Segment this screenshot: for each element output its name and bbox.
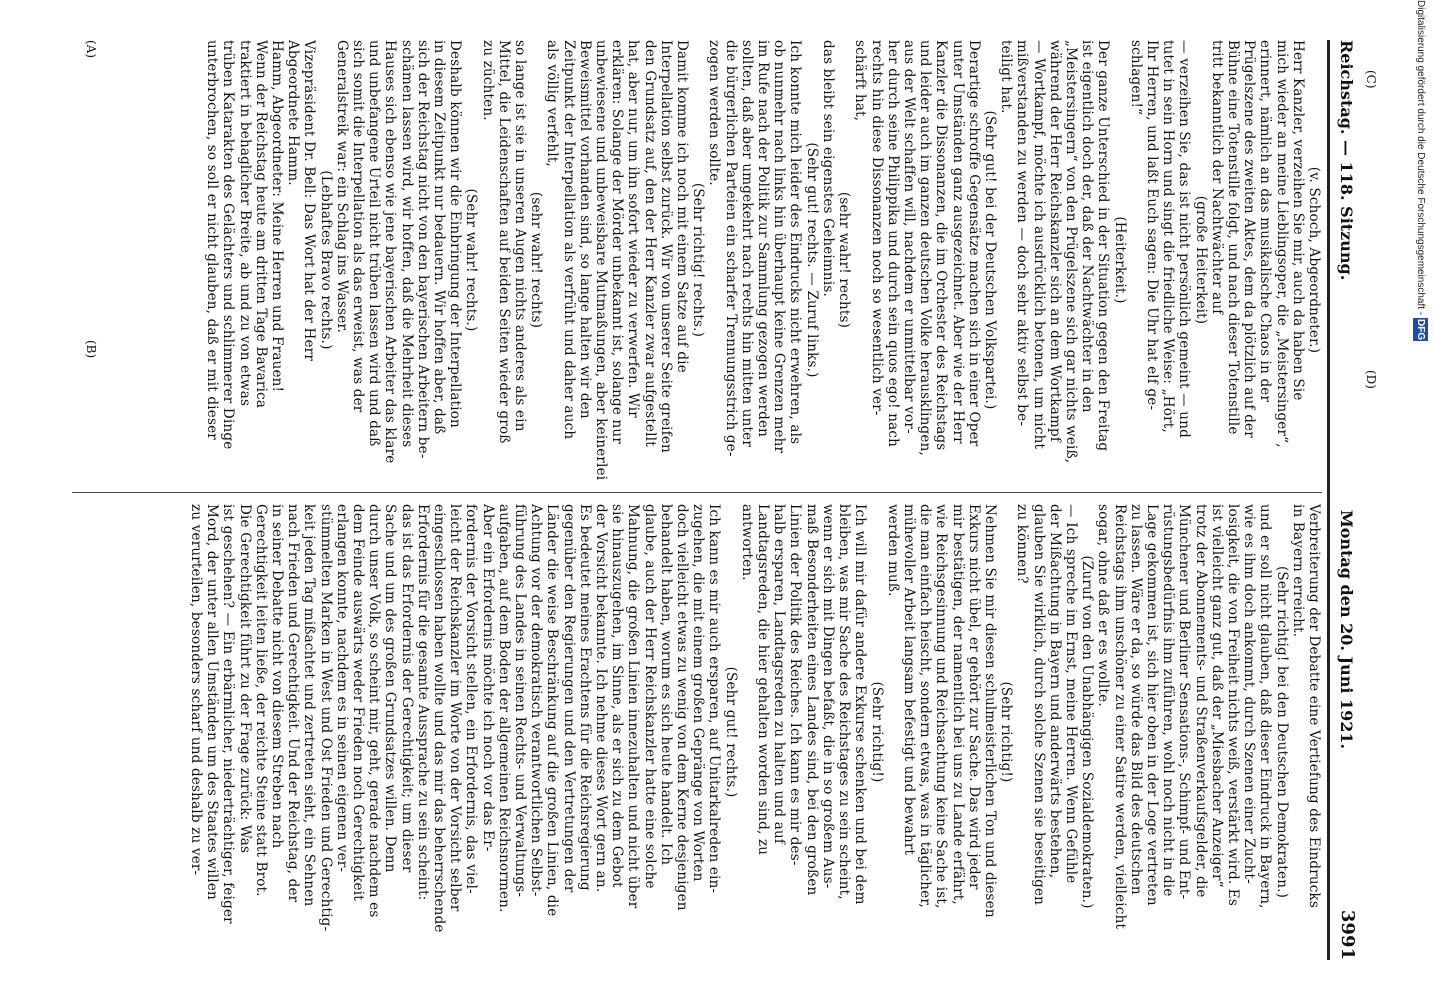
right-text-column <box>62 504 1322 960</box>
text-line: im Rufe nach der Politik zur Sammlung gezogen werden <box>755 40 772 438</box>
text-line: Ich will mir dafür andere Exkurse schenken und bei dem <box>852 504 869 905</box>
text-line: — Wortkampf, möchte ich ausdrücklich betonen, um nicht <box>1030 40 1047 450</box>
text-line: rechts hin diese Dissonanzen noch so wesentlich ver- <box>868 40 885 416</box>
text-line: Achtung vor der demokratisch verantwortlichen Selbst- <box>528 504 545 897</box>
text-line: glauben Sie wirklich, durch solche Szenen sie beseitigen <box>1030 504 1047 906</box>
text-line: Zeitpunkt der Interpellation als verfrüht und daher auch <box>560 40 577 440</box>
text-line: her durch seine Philippika und durch sein quos ego! nach <box>884 40 901 448</box>
column-divider <box>72 492 1322 493</box>
text-line: tritt bekanntlich der Nachtwächter auf <box>1208 40 1225 315</box>
text-line: hat, aber nur, um ihn sofort wieder zu verwerfen. Wir <box>625 40 642 418</box>
text-line: (Lebhaftes Bravo rechts.) <box>317 170 334 350</box>
text-line: Damit komme ich noch mit einem Satze auf die <box>674 40 691 373</box>
text-line: behandelt haben, worum es sich heute handelt. Ich <box>657 504 674 866</box>
text-line: unter Umständen ganz ausgezeichnet. Aber wie der Herr <box>949 40 966 444</box>
text-line: halb ersparen, Landtagsreden zu halten und auf <box>771 504 788 845</box>
text-line: werden muß. <box>884 504 901 597</box>
rotated-page <box>60 40 1378 960</box>
text-line: antworten. <box>738 504 755 581</box>
text-line: gegenüber den Regierungen und den Vertretungen der <box>560 504 577 893</box>
text-line: sich der Reichstag nicht von den bayerischen Arbeitern be- <box>414 40 431 459</box>
text-line: Verbreiterung der Debatte eine Vertiefung des Eindrucks <box>1306 504 1322 909</box>
text-line: trüben Katarakten des Gelächters und schlimmerer Dinge <box>220 40 237 450</box>
text-line: Deshalb können wir die Einbringung der Interpellation <box>447 40 464 428</box>
text-line: sogar, ohne daß er es wollte. <box>1095 504 1112 707</box>
left-text-column <box>62 40 1322 480</box>
text-line: wenn er sich mit Dingen befaßt, die in so großem Aus- <box>819 504 836 889</box>
text-line: sie hinauszugehen, im Sinne, als er sich zu dem Gebot <box>609 504 626 888</box>
marker-d: (D) <box>1364 370 1378 389</box>
text-line: die man einfach heischt, sondern etwas, was in täglicher, <box>917 504 934 908</box>
text-line: (Sehr richtig! rechts.) <box>690 182 707 338</box>
text-line: Gerechtigkeit leiten ließe, der reichte Steine statt Brot. <box>252 504 269 897</box>
text-line: (Sehr gut! bei der Deutschen Volkspartei.) <box>981 110 998 410</box>
text-line: — Ich spreche im Ernst, meine Herren. Wenn Gefühle <box>1062 504 1079 884</box>
text-line: (Sehr richtig! bei den Deutschen Demokraten.) <box>1273 565 1290 899</box>
text-line: (Heiterkeit.) <box>1111 216 1128 304</box>
text-line: in seiner Debatte nicht von diesem Streben nach <box>269 504 285 849</box>
header-rule <box>1327 40 1330 960</box>
text-line: Ich konnte mich leider des Eindrucks nicht erwehren, als <box>787 40 804 445</box>
text-line: wie Reichsgesinnung und Reichsachtung keine Sache ist, <box>933 504 950 909</box>
text-line: Linien der Politik des Reiches. Ich kann es mir des- <box>787 504 804 866</box>
text-line: Kanzler die Dissonanzen, die im Orchester des Reichstags <box>933 40 950 451</box>
text-line: zugehen, die mit einem großen Gepränge von Worten <box>690 504 707 882</box>
text-line: trotz der Abonnements- und Straßenverkaufsgelder, die <box>1192 504 1209 898</box>
text-line: Es bedeutet meines Erachtens für die Reichsregierung <box>576 504 593 891</box>
text-line: Beweismittel vorhanden sind, so lange halten wir den <box>576 40 593 419</box>
text-line: erlangen konnte, nachdem es in seinen eigenen ver- <box>333 504 350 873</box>
text-line: Interpellation selbst zurück. Wir von unserer Seite greifen <box>657 40 674 453</box>
text-line: (Zuruf von den Unabhängigen Sozialdemokraten.) <box>1079 555 1096 909</box>
text-line: (große Heiterkeit) <box>1192 195 1209 325</box>
text-line: mißverstanden zu werden — doch sehr aktiv selbst be- <box>1014 40 1031 427</box>
text-line: Exkurs nicht übel, er gehört zur Sache. Das wird jeder <box>965 504 982 890</box>
text-line: keit jeden Tag mißachtet und zertreten sieht, ein Sehnen <box>301 504 318 907</box>
text-line: so lange ist sie in unseren Augen nichts anderes als ein <box>512 40 529 432</box>
text-line: Ihr Herren, und laßt Euch sagen: Die Uhr hat elf ge- <box>1143 40 1160 411</box>
text-line: zu lassen. Wäre er da, so würde das Bild des deutschen <box>1127 504 1144 895</box>
text-line: den Grundsatz auf, den der Herr Kanzler zwar aufgestellt <box>641 40 658 447</box>
text-line: Mittel, die Leidenschaften auf beiden Seiten wieder groß <box>495 40 512 444</box>
text-line: (Sehr richtig!) <box>868 681 885 783</box>
text-line: das ist das Erfordernis der Gerechtigkeit; um dieser <box>398 504 415 873</box>
text-line: schärft hat, <box>852 40 869 122</box>
text-line: der Vorsicht bekannte. Ich nehme dieses Wort gern an. <box>593 504 610 893</box>
text-line: Bühne eine Totenstille folgt, und nach dieser Totenstille <box>1224 40 1241 435</box>
text-line: bleiben, was mir Sache des Reichstages zu sein scheint, <box>836 504 853 900</box>
marker-b: (B) <box>84 340 98 359</box>
text-line: losigkeit, die von Freiheit nichts weiß, verstärkt wird. Es <box>1224 504 1241 906</box>
text-line: unbewiesene und unbeweisbare Mutmaßungen, aber keinerlei <box>593 40 610 480</box>
text-line: Prügelszene des zweiten Aktes, dem da plötzlich auf der <box>1241 40 1258 438</box>
text-line: (Sehr gut! rechts. — Zuruf links.) <box>803 142 820 378</box>
text-line: Abgeordnete Hamm. <box>285 40 302 186</box>
text-line: in diesem Zeitpunkt nur bedauern. Wir hoffen aber, daß <box>431 40 448 435</box>
text-line: Die Gerechtigkeit führt zu der Frage zurück: Was <box>236 504 253 854</box>
text-line: Wenn der Reichstag heute am dritten Tage Bavarica <box>252 40 269 409</box>
text-line: „Meistersingern“ von den Prügelszene sich gar nichts weiß, <box>1062 40 1079 464</box>
text-line: erklären: Solange der Mörder unbekannt ist, solange nur <box>609 40 626 444</box>
text-line: teiligt hat. <box>998 40 1015 114</box>
header-right-title: Montag den 20. Juni 1921. <box>1337 510 1356 750</box>
text-line: ist vielleicht ganz gut, daß der „Miesbacher Anzeiger“ <box>1208 504 1225 888</box>
text-line: Erfordernis für die gesamte Aussprache zu sein scheint: <box>414 504 431 901</box>
text-line: Herr Kanzler, verzeihen Sie mir, auch da haben Sie <box>1289 40 1306 401</box>
text-line: Ich kann es mir auch ersparen, auf Unitarkalreden ein- <box>706 504 723 894</box>
text-line: — verzeihen Sie, das ist nicht persönlich gemeint — und <box>1176 40 1193 438</box>
text-line: Der ganze Unterschied in der Situation gegen den Freitag <box>1095 40 1112 452</box>
text-line: sollten, daß aber umgekehrt nach rechts hin mitten unter <box>738 40 755 447</box>
text-line: wie es ihm doch ankommt, durch Szenen einer Zucht- <box>1241 504 1258 884</box>
running-header <box>1330 40 1360 960</box>
text-line: schämen lassen wird, wir hoffen, daß die Mehrheit dieses <box>398 40 415 448</box>
text-line: führung des Landes in seinen Rechts- und Verwaltungs- <box>512 504 529 898</box>
marker-a: (A) <box>84 40 98 59</box>
text-line: glaube, auch der Herr Reichskanzler hatte eine solche <box>641 504 658 889</box>
text-line: Hamm, Abgeordneter: Meine Herren und Frauen! <box>269 40 285 393</box>
text-line: als völlig verfehlt, <box>544 40 561 168</box>
text-line: Nehmen Sie mir diesen schulmeisterlichen Ton und diesen <box>981 504 998 918</box>
text-line: Aber ein Erfordernis möchte ich noch vor das Er- <box>479 504 496 852</box>
text-line: traktiert in behaglicher Breite, ab und zu von etwas <box>236 40 253 407</box>
text-line: Mahnung, die großen Linien innezuhalten und nicht über <box>625 504 642 909</box>
text-line: (sehr wahr! rechts) <box>528 191 545 329</box>
text-line: fordernis der Vorsicht stellen, ein Erfordernis, das viel- <box>463 504 480 894</box>
text-line: zu züchten. <box>479 40 496 121</box>
text-line: Derartige schroffe Gegensätze machen sich in einer Oper <box>965 40 982 447</box>
text-line: stümmelten Marken in West und Ost Frieden und Gerechtig- <box>317 504 334 932</box>
text-line: leicht der Reichskanzler im Worte von der Vorsicht selber <box>447 504 464 912</box>
text-line: Lage gekommen ist, sich hier oben in der Loge vertreten <box>1143 504 1160 906</box>
text-line: ist eigentlich doch der, daß der Nachtwächter in den <box>1079 40 1096 413</box>
text-line: (Sehr wahr! rechts.) <box>463 188 480 332</box>
text-line: während der Herr Reichskanzler sich an dem Wortkampf <box>1046 40 1063 443</box>
text-line: Vizepräsident Dr. Bell: Das Wort hat der Herr <box>301 40 318 361</box>
text-line: der Mißachtung in Bayern und anderwärts bestehen, <box>1046 504 1063 879</box>
text-line: doch vielleicht etwas zu wenig von dem Kerne desjenigen <box>674 504 691 911</box>
header-left-title: Reichstag. — 118. Sitzung. <box>1337 40 1356 281</box>
dfg-logo: DFG <box>1415 318 1426 341</box>
text-line: erinnert, nämlich an das musikalische Chaos in der <box>1257 40 1274 403</box>
text-line: ob nunmehr nach links hin überhaupt keine Grenzen mehr <box>771 40 788 454</box>
text-line: Landtagsreden, die hier gehalten worden sind, zu <box>755 504 772 856</box>
page-number: 3991 <box>1337 909 1358 960</box>
text-line: (v. Schoch, Abgeordneter.) <box>1306 166 1322 354</box>
text-line: in Bayern erreicht. <box>1289 504 1306 638</box>
text-line: nach Frieden und Gerechtigkeit. Und der Reichstag, der <box>285 504 302 903</box>
text-line: aufgaben, auf dem Boden der allgemeinen Reichsnormen. <box>495 504 512 913</box>
credit-text: Digitalisierung gefördert durch die Deutsche Forschungsgemeinschaft - <box>1415 0 1426 318</box>
text-line: (sehr wahr! rechts) <box>836 191 853 329</box>
digitization-credit <box>1413 0 1428 1000</box>
marker-c: (C) <box>1364 70 1378 89</box>
text-line: Mord, der unter allen Umständen um des Staates willen <box>204 504 221 900</box>
text-line: mich wieder an meine Lieblingsoper, die „Meistersinger“, <box>1273 40 1290 448</box>
text-line: Sache und um des großen Grundsatzes willen. Denn <box>382 504 399 873</box>
text-line: Generalstreik war: ein Schlag ins Wasser. <box>333 40 350 334</box>
text-line: eingeschlossen haben wollte und das mir das beherrschende <box>431 504 448 933</box>
text-line: ist geschehen? — Ein erbärmlicher, niederträchtiger, feiger <box>220 504 237 924</box>
text-line: und leider auch im ganzen deutschen Volke herausklingen, <box>917 40 934 456</box>
text-line: schlagen!“ <box>1127 40 1144 116</box>
text-line: durch unser Volk, so scheint mir, geht, gerade nachdem es <box>366 504 383 918</box>
text-line: Reichstags ihm unschöner zu einer Satire werden, vielleicht <box>1111 504 1128 930</box>
text-line: (Sehr gut! rechts.) <box>722 666 739 798</box>
text-line: und er soll nicht glauben, daß dieser Eindruck in Bayern, <box>1257 504 1274 909</box>
text-line: zu können? <box>1014 504 1031 584</box>
text-line: aus der Welt schaffen will, nachdem er unmittelbar vor- <box>900 40 917 434</box>
text-line: mühevoller Arbeit langsam befestigt und bewahrt <box>900 504 917 856</box>
text-line: Hauses sich ebenso wie jene bayerischen Arbeiter das klare <box>382 40 399 464</box>
text-line: sich somit die Interpellation als das erweist, was der <box>350 40 367 413</box>
text-line: und unbefangene Urteil nicht trüben lassen wird und daß <box>366 40 383 447</box>
text-line: (Sehr richtig!) <box>998 681 1015 783</box>
text-line: zogen werden sollte. <box>706 40 723 186</box>
text-line: maß Besonderheiten eines Landes sind, bei den großen <box>803 504 820 896</box>
text-line: Münchener und Berliner Sensations-, Schimpf- und Ent- <box>1176 504 1193 900</box>
text-line: dem Feinde auswärts weder Frieden noch Gerechtigkeit <box>350 504 367 901</box>
text-line: tutet in sein Horn und singt die friedliche Weise: „Hört, <box>1160 40 1177 433</box>
text-line: rüstungsbedürfnis ihm zuführen, wohl noch nicht in die <box>1160 504 1177 897</box>
text-line: zu verurteilen, besonders scharf und deshalb zu ver- <box>187 504 204 876</box>
text-line: das bleibt sein eigenstes Geheimnis. <box>819 40 836 297</box>
text-line: Länder die weise Beschränkung auf die großen Linien, die <box>544 504 561 917</box>
text-line: die bürgerlichen Parteien ein scharfer Trennungsstrich ge- <box>722 40 739 457</box>
text-line: unterbrochen, so soll er nicht glauben, daß er mit dieser <box>204 40 221 440</box>
text-line: mir bestätigen, der namentlich bei uns zu Lande erfährt, <box>949 504 966 905</box>
